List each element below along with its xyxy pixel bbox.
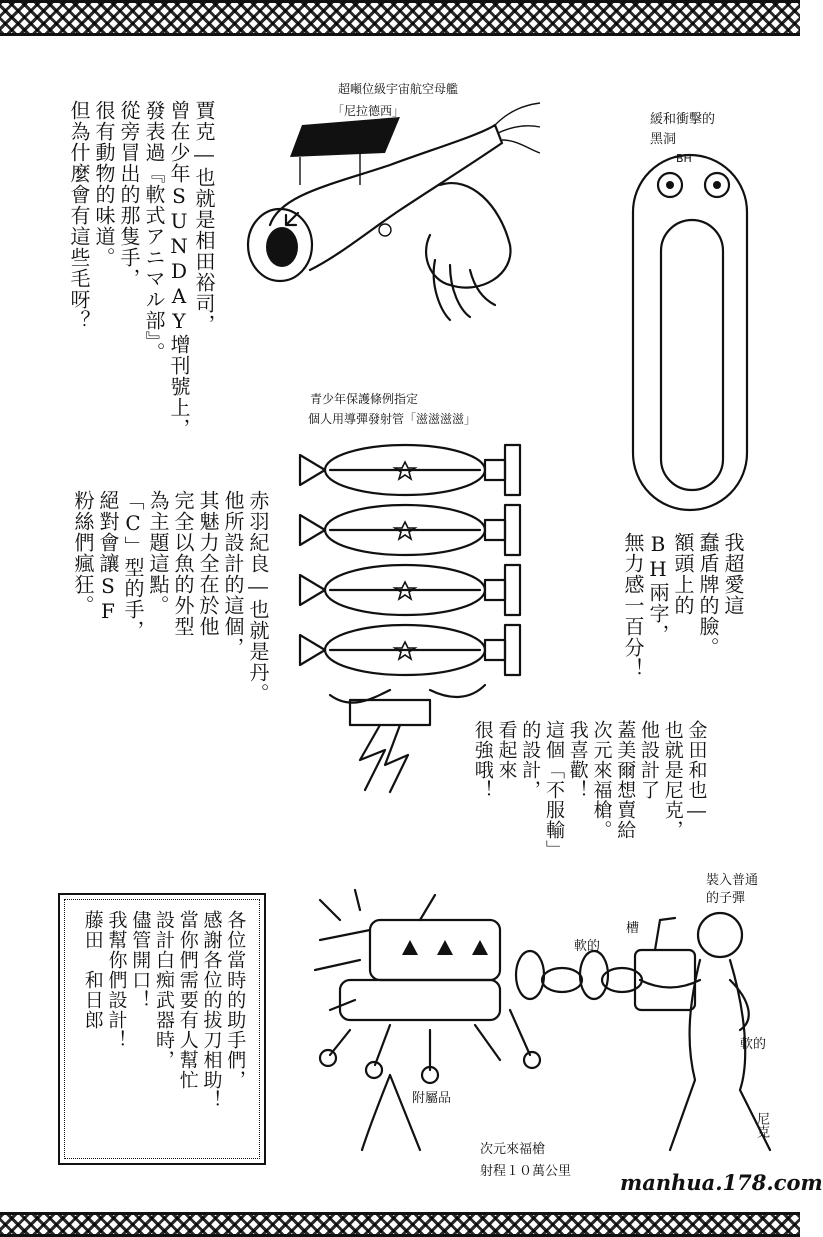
text-bh <box>620 532 745 692</box>
bh-line-4: BH兩字， <box>646 532 670 645</box>
kaneda-line-5: 次元來福槍。 <box>590 720 613 840</box>
akaba-line-7: 絕對會讓SF <box>96 490 120 624</box>
bh-line-3: 額頭上的 <box>671 532 695 616</box>
jack-line-3: 發表過『軟式アニマル部』。 <box>142 100 166 363</box>
akaba-line-4: 完全以魚的外型 <box>171 490 195 637</box>
kaneda-line-1: 金田和也― <box>685 720 708 823</box>
blackhole-shield-drawing <box>625 150 755 520</box>
akaba-line-1: 赤羽紀良―也就是丹。 <box>246 490 270 704</box>
akaba-line-6: 「C」型的手， <box>121 490 145 641</box>
carrier-caption-line2: 「尼拉德西」 <box>332 104 405 118</box>
text-kaneda <box>470 720 708 890</box>
jack-line-5: 很有動物的味道。 <box>92 100 116 268</box>
text-jack <box>66 100 216 439</box>
thanks-line-6: 我幫你們設計！ <box>105 910 128 1050</box>
kaneda-line-6: 我喜歡！ <box>566 720 589 800</box>
kaneda-line-10: 很強哦！ <box>471 720 494 800</box>
thanks-line-4: 設計白痴武器時， <box>153 910 175 1070</box>
bh-line-1: 我超愛這 <box>721 532 745 616</box>
thanks-line-5: 儘管開口！ <box>129 910 152 1010</box>
jack-line-4: 從旁冒出的那隻手， <box>117 100 141 289</box>
text-thanks <box>80 910 246 1150</box>
gun-label-accessory: 附屬品 <box>412 1091 452 1106</box>
gun-caption-line1: 次元來福槍 <box>480 1142 546 1157</box>
launcher-caption-line1: 青少年保護條例指定 <box>310 392 419 406</box>
gun-label-soft-1: 軟的 <box>574 939 601 954</box>
bh-face-label: BH <box>676 152 692 165</box>
bh-line-2: 蠢盾牌的臉。 <box>696 532 720 658</box>
bh-line-5: 無力感一百分！ <box>621 532 645 679</box>
gun-label-bullet: 裝入普通 的子彈 <box>706 873 759 906</box>
kaneda-line-4: 蓋美爾想賣給 <box>614 720 637 840</box>
akaba-line-3: 其魅力全在於他 <box>196 490 220 637</box>
jack-line-6: 但為什麼會有這些毛呀？ <box>67 100 91 331</box>
gun-label-slot: 槽 <box>626 921 640 936</box>
text-akaba <box>70 490 270 740</box>
dimension-rifle-drawing <box>300 880 780 1170</box>
akaba-line-5: 為主題這點。 <box>146 490 170 616</box>
bottom-border-pattern <box>0 1212 800 1237</box>
blackhole-caption-line1: 緩和衝擊的 <box>650 112 716 127</box>
kaneda-line-8: 的設計， <box>519 720 542 800</box>
gun-caption-line2: 射程１０萬公里 <box>480 1164 572 1179</box>
carrier-caption-line1: 超噸位級宇宙航空母艦 <box>338 82 459 96</box>
kaneda-line-3: 他設計了 <box>638 720 660 800</box>
kaneda-line-9: 看起來 <box>495 720 518 780</box>
kaneda-line-7: 這個「不服輸」 <box>543 720 565 860</box>
thanks-line-3: 當你們需要有人幫忙 <box>176 910 199 1090</box>
thanks-line-1: 各位當時的助手們， <box>224 910 247 1090</box>
site-watermark: manhua.178.com <box>620 1170 823 1195</box>
jack-line-1: 賈克―也就是相田裕司， <box>192 100 216 335</box>
carrier-drawing <box>240 95 540 345</box>
launcher-caption-line2: 個人用導彈發射管「滋滋滋滋」 <box>308 412 477 426</box>
akaba-line-8: 粉絲們瘋狂。 <box>71 490 95 616</box>
thanks-line-2: 感謝各位的拔刀相助！ <box>200 910 223 1110</box>
thanks-signature: 藤田 和日郎 <box>81 910 104 1030</box>
gun-label-soft-2: 軟的 <box>740 1037 767 1052</box>
top-border-pattern <box>0 0 800 36</box>
blackhole-caption-line2: 黑洞 <box>650 132 677 147</box>
jack-line-2: 曾在少年SUNDAY增刊號上， <box>167 100 191 439</box>
gun-label-nick: 尼克 <box>754 1112 769 1138</box>
kaneda-line-2: 也就是尼克， <box>661 720 684 840</box>
akaba-line-2: 他所設計的這個， <box>221 490 245 658</box>
